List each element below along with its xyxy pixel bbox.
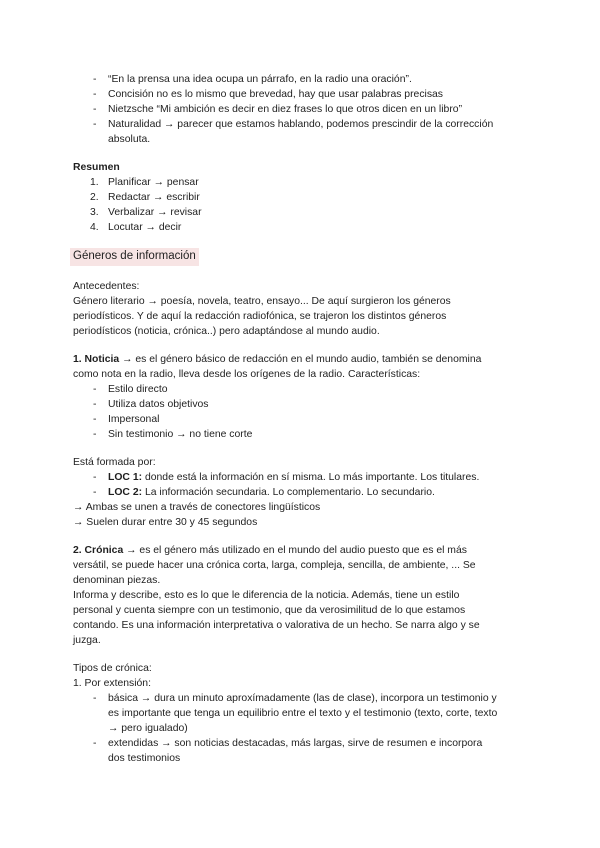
feature-item: Impersonal <box>108 414 160 425</box>
paragraph-line: juzga. <box>73 635 101 646</box>
loc-text: La información secundaria. Lo complementario. Lo secundario. <box>142 487 435 498</box>
paragraph-line: versátil, se puede hacer una crónica corta, larga, compleja, sencilla, de ambiente, ... Se <box>73 560 476 571</box>
note-line: → Suelen durar entre 30 y 45 segundos <box>73 517 258 528</box>
bullet-marker: - <box>93 693 97 704</box>
paragraph-line: contando. Es una información interpretativa o valorativa de un hecho. Se narra algo y se <box>73 620 480 631</box>
bullet-marker: - <box>93 429 97 440</box>
noticia-text: → es el género básico de redacción en el mundo audio, también se denomina <box>119 354 482 365</box>
tipos-label: Tipos de crónica: <box>73 663 152 674</box>
list-item-text: Verbalizar → revisar <box>108 207 202 218</box>
paragraph-line <box>73 543 467 558</box>
feature-item: Utiliza datos objetivos <box>108 399 209 410</box>
bullet-marker: - <box>93 738 97 749</box>
loc-text: donde está la información en sí misma. Lo más importante. Los titulares. <box>142 472 480 483</box>
bullet-text: Naturalidad → parecer que estamos hablando, podemos prescindir de la corrección <box>108 119 494 130</box>
paragraph-line: periodísticos. Y de aquí la redacción radiofónica, se trajeron los distintos géneros <box>73 311 447 322</box>
bullet-text-continued: dos testimonios <box>108 753 181 764</box>
antecedentes-label: Antecedentes: <box>73 281 140 292</box>
resumen-title: Resumen <box>73 162 120 173</box>
bullet-text-continued: absoluta. <box>108 134 151 145</box>
paragraph-line: periodísticos (noticia, crónica..) pero adaptándose al mundo audio. <box>73 326 380 337</box>
section-heading: Géneros de información <box>70 248 199 266</box>
list-number: 1. <box>90 177 99 188</box>
note-line: → Ambas se unen a través de conectores lingüísticos <box>73 502 321 513</box>
bullet-marker: - <box>93 472 97 483</box>
paragraph-line <box>73 352 481 367</box>
bullet-marker: - <box>93 414 97 425</box>
formada-label: Está formada por: <box>73 457 156 468</box>
loc-label: LOC 1: <box>108 472 143 483</box>
paragraph-line: personal y cuenta siempre con un testimonio, que da verosimilitud de lo que estamos <box>73 605 466 616</box>
feature-item: Estilo directo <box>108 384 168 395</box>
bullet-text: “En la prensa una idea ocupa un párrafo, en la radio una oración”. <box>108 74 412 85</box>
bullet-marker: - <box>93 119 97 130</box>
tipos-subheading: 1. Por extensión: <box>73 678 151 689</box>
loc-item <box>108 470 479 485</box>
loc-label: LOC 2: <box>108 487 143 498</box>
bullet-text: extendidas → son noticias destacadas, más largas, sirve de resumen e incorpora <box>108 738 483 749</box>
bullet-marker: - <box>93 487 97 498</box>
bullet-text-continued: es importante que tenga un equilibrio entre el texto y el testimonio (texto, corte, texto <box>108 708 498 719</box>
bullet-marker: - <box>93 89 97 100</box>
bullet-marker: - <box>93 74 97 85</box>
list-item-text: Planificar → pensar <box>108 177 199 188</box>
bullet-text: Nietzsche “Mi ambición es decir en diez frases lo que otros dicen en un libro” <box>108 104 463 115</box>
cronica-title: 2. Crónica <box>73 545 124 556</box>
noticia-title: 1. Noticia <box>73 354 120 365</box>
list-number: 2. <box>90 192 99 203</box>
paragraph-line: Informa y describe, esto es lo que le diferencia de la noticia. Además, tiene un estilo <box>73 590 460 601</box>
bullet-text-continued: → pero igualado) <box>108 723 188 734</box>
bullet-marker: - <box>93 384 97 395</box>
bullet-marker: - <box>93 104 97 115</box>
list-item-text: Locutar → decir <box>108 222 182 233</box>
paragraph-line: denominan piezas. <box>73 575 161 586</box>
paragraph-line: Género literario → poesía, novela, teatro, ensayo... De aquí surgieron los géneros <box>73 296 451 307</box>
list-number: 3. <box>90 207 99 218</box>
bullet-marker: - <box>93 399 97 410</box>
bullet-text: Concisión no es lo mismo que brevedad, hay que usar palabras precisas <box>108 89 443 100</box>
loc-item <box>108 485 435 500</box>
list-item-text: Redactar → escribir <box>108 192 200 203</box>
paragraph-line: como nota en la radio, lleva desde los orígenes de la radio. Características: <box>73 369 421 380</box>
feature-item: Sin testimonio → no tiene corte <box>108 429 253 440</box>
bullet-text: básica → dura un minuto aproxímadamente (las de clase), incorpora un testimonio y <box>108 693 497 704</box>
cronica-text: → es el género más utilizado en el mundo del audio puesto que es el más <box>123 545 467 556</box>
list-number: 4. <box>90 222 99 233</box>
